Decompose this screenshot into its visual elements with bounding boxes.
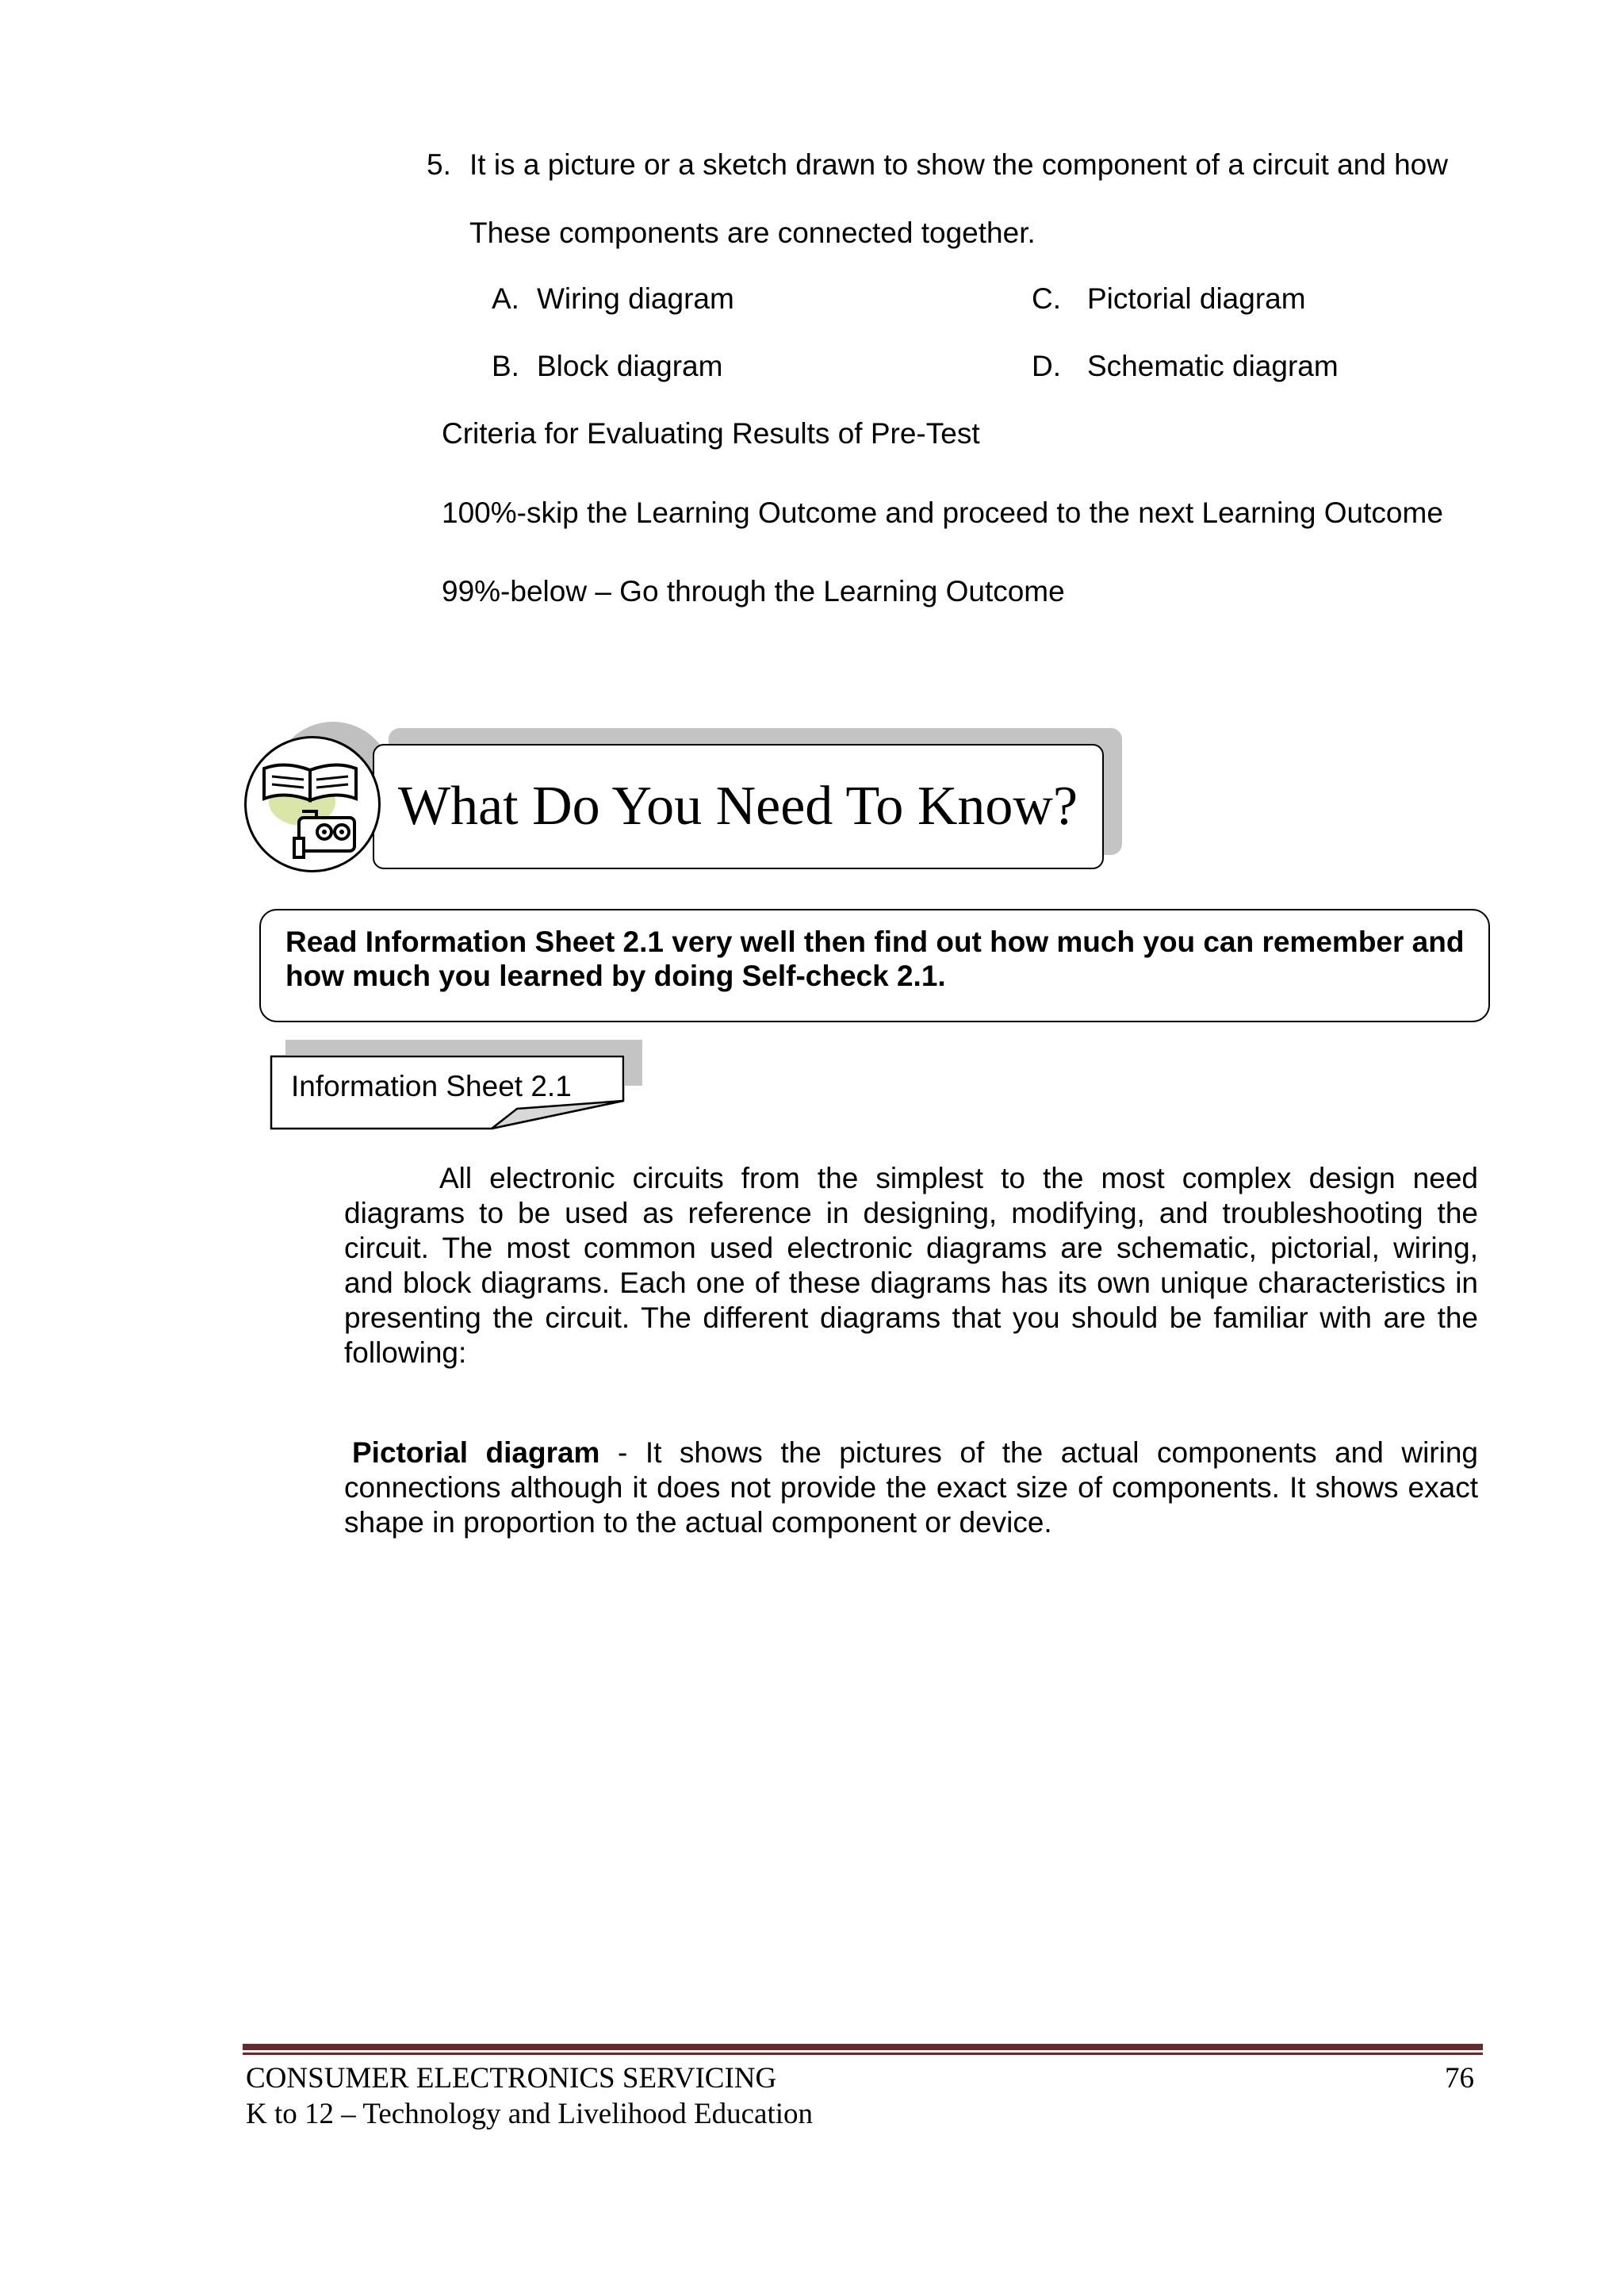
option-d-text: Schematic diagram xyxy=(1087,350,1339,382)
pictorial-term: Pictorial diagram xyxy=(352,1436,600,1469)
footer-rule-thick xyxy=(243,2044,1483,2050)
info-sheet-label: Information Sheet 2.1 xyxy=(291,1070,572,1102)
pictorial-definition: - It shows the pictures of the actual components and wiring connections although it does not provide the exact size of components. It shows exact shape in proportion to the actual component or device. xyxy=(344,1436,1478,1539)
question-number: 5. xyxy=(427,148,451,181)
option-c-text: Pictorial diagram xyxy=(1087,282,1306,315)
body-paragraph-intro: All electronic circuits from the simplest to the most complex design need diagrams to be used as reference in designing, modifying, and troubleshooting the circuit. The most common used electronic diagrams are schematic, pictorial, wiring, and block diagrams. Each one of these diagrams has its own unique characteristics in presenting the circuit. The different diagrams that you should be familiar with are the following: xyxy=(344,1162,1478,1369)
option-d-letter: D. xyxy=(1032,350,1061,382)
option-a-letter: A. xyxy=(492,282,519,315)
criteria-line-100: 100%-skip the Learning Outcome and proceed to the next Learning Outcome xyxy=(442,496,1443,529)
option-b-text: Block diagram xyxy=(537,350,723,382)
footer-course-title: CONSUMER ELECTRONICS SERVICING xyxy=(246,2062,777,2095)
criteria-heading: Criteria for Evaluating Results of Pre-Test xyxy=(442,417,980,450)
page-number: 76 xyxy=(1445,2062,1474,2095)
reading-student-icon xyxy=(244,736,381,872)
footer-program-title: K to 12 – Technology and Livelihood Education xyxy=(246,2098,814,2130)
option-a-text: Wiring diagram xyxy=(537,282,734,315)
banner-title: What Do You Need To Know? xyxy=(398,776,1078,837)
question-stem-line2: These components are connected together. xyxy=(469,217,1036,249)
question-stem-line1: It is a picture or a sketch drawn to show the component of a circuit and how xyxy=(469,148,1448,181)
criteria-line-99: 99%-below – Go through the Learning Outcome xyxy=(442,575,1065,608)
instruction-text: Read Information Sheet 2.1 very well then find out how much you can remember and how much you learned by doing Self-check 2.1. xyxy=(285,926,1465,992)
option-c-letter: C. xyxy=(1032,282,1061,315)
option-b-letter: B. xyxy=(492,350,519,382)
footer-rule-thin xyxy=(243,2053,1483,2055)
body-paragraph-pictorial xyxy=(344,1435,1478,1540)
